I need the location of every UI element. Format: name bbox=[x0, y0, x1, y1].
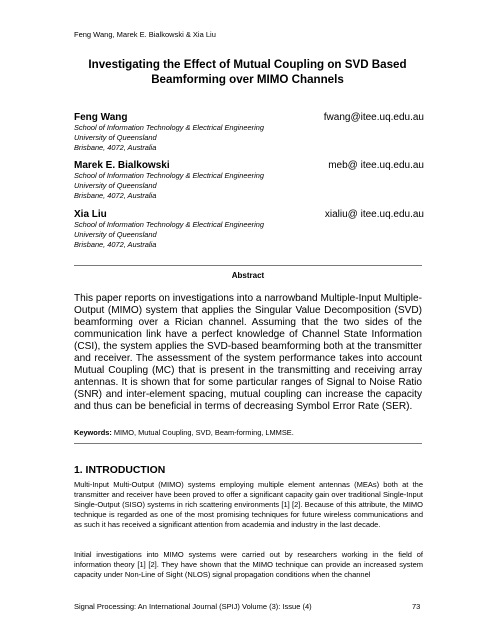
divider-rule bbox=[74, 443, 422, 444]
abstract-heading: Abstract bbox=[231, 271, 265, 280]
author-block bbox=[74, 209, 424, 250]
author-name: Xia Liu bbox=[74, 209, 107, 220]
author-university: University of Queensland bbox=[74, 230, 157, 239]
body-paragraph: Initial investigations into MIMO systems were carried out by researchers working in the field of information theory [1] [2]. They have shown that the MIMO technique can provide an increased system capacity under Non-Line of Sight (NLOS) signal propagation conditions when the channel bbox=[74, 550, 423, 579]
section-heading: 1. INTRODUCTION bbox=[74, 465, 166, 476]
author-department: School of Information Technology & Electrical Engineering bbox=[74, 171, 264, 180]
paper-title: Investigating the Effect of Mutual Coupling on SVD Based Beamforming over MIMO Channels bbox=[88, 58, 407, 86]
author-email[interactable]: fwang@itee.uq.edu.au bbox=[323, 112, 424, 123]
author-university: University of Queensland bbox=[74, 133, 157, 142]
abstract-text: This paper reports on investigations into a narrowband Multiple-Input Multiple-Output (MIMO) system that applies the Singular Value Decomposition (SVD) beamforming over a Rician channel. Assuming that the two sides of the communication link have a perfect knowledge of Channel State Information (CSI), the system applies the SVD-based beamforming both at the transmitter and receiver. The assessment of the system performance takes into account Mutual Coupling (MC) that is present in the transmitting and receiving array antennas. It is shown that for some particular ranges of Signal to Noise Ratio (SNR) and inter-element spacing, mutual coupling can increase the capacity and thus can be beneficial in terms of decreasing Symbol Error Rate (SER). bbox=[74, 293, 422, 412]
author-university: University of Queensland bbox=[74, 181, 157, 190]
author-email[interactable]: meb@ itee.uq.edu.au bbox=[328, 160, 424, 171]
keywords bbox=[74, 428, 424, 437]
footer-journal: Signal Processing: An International Journal (SPIJ) Volume (3): Issue (4) bbox=[74, 602, 312, 611]
author-location: Brisbane, 4072, Australia bbox=[74, 240, 157, 249]
author-name: Feng Wang bbox=[74, 112, 128, 123]
author-department: School of Information Technology & Electrical Engineering bbox=[74, 220, 264, 229]
author-location: Brisbane, 4072, Australia bbox=[74, 191, 157, 200]
keywords-label: Keywords: bbox=[74, 428, 112, 437]
running-header: Feng Wang, Marek E. Bialkowski & Xia Liu bbox=[74, 30, 216, 39]
author-block bbox=[74, 112, 424, 153]
author-email[interactable]: xialiu@ itee.uq.edu.au bbox=[324, 209, 424, 220]
page-number: 73 bbox=[412, 602, 421, 611]
author-block bbox=[74, 160, 424, 201]
divider-rule bbox=[74, 265, 422, 266]
author-name: Marek E. Bialkowski bbox=[74, 160, 170, 171]
author-location: Brisbane, 4072, Australia bbox=[74, 143, 157, 152]
keywords-list: MIMO, Mutual Coupling, SVD, Beam-forming, LMMSE. bbox=[111, 428, 294, 437]
author-department: School of Information Technology & Electrical Engineering bbox=[74, 123, 264, 132]
body-paragraph: Multi-Input Multi-Output (MIMO) systems employing multiple element antennas (MEAs) both at the transmitter and receiver have been proved to offer a significant capacity gain over traditional Single-Input Single-Output (SISO) systems in rich scattering environments [1] [2]. Because of this attribute, the MIMO technique is regarded as one of the most promising techniques for future wireless communications and as such it has received a significant attention from academia and industry in the last decade. bbox=[74, 480, 423, 529]
